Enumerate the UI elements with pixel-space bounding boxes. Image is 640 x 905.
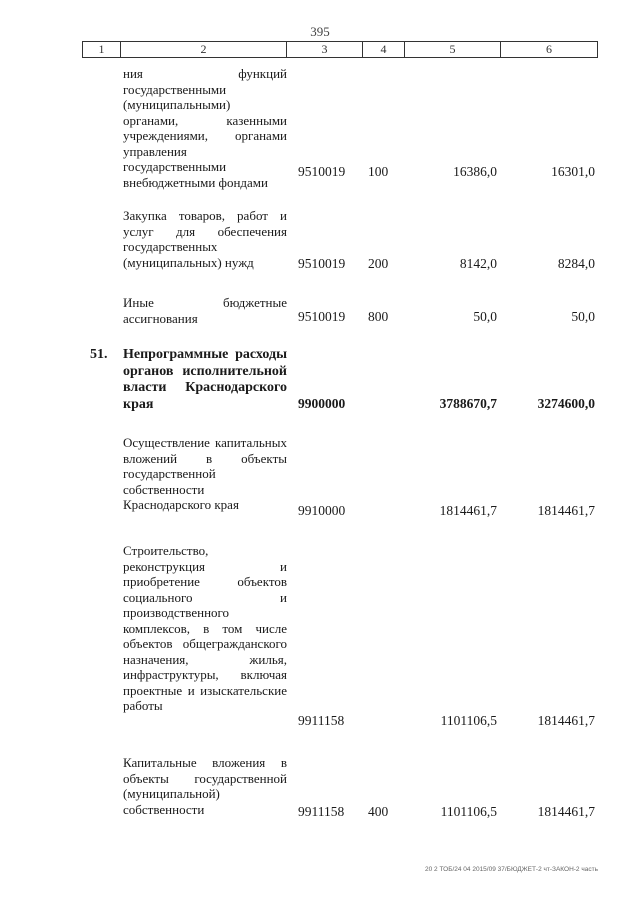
row-expense-type: 800 (368, 309, 389, 324)
footer-document-id: 20 2 ТОБ/24 04 2015/09 37/БЮДЖЕТ-2 чт-ЗАКОН-2 часть (425, 866, 598, 873)
row-description: Осуществление капитальных вложений в объекты государственной собственности Краснодарского края (123, 435, 287, 512)
row-target-code: 9510019 (298, 309, 346, 324)
row-amount-2015: 50,0 (473, 309, 497, 324)
column-header-2: 2 (121, 42, 287, 58)
page-number: 395 (310, 24, 330, 39)
row-amount-2015: 1101106,5 (440, 804, 497, 819)
column-header-row (83, 42, 598, 58)
row-description: ния функций государственными (муниципальными) органами, казенными учреждениями, органами управления государственными внебюджетными фондами (123, 66, 287, 190)
column-header-1: 1 (83, 42, 121, 58)
row-expense-type: 100 (368, 164, 389, 179)
column-header-5: 5 (405, 42, 501, 58)
row-amount-2016: 16301,0 (551, 164, 595, 179)
row-amount-2015: 16386,0 (453, 164, 497, 179)
row-amount-2016: 1814461,7 (537, 804, 595, 819)
row-description: Закупка товаров, работ и услуг для обеспечения государственных (муниципальных) нужд (123, 208, 287, 270)
row-target-code: 9911158 (298, 713, 345, 728)
row-description: Иные бюджетные ассигнования (123, 295, 287, 326)
row-expense-type: 400 (368, 804, 389, 819)
row-target-code: 9510019 (298, 164, 346, 179)
column-header-4: 4 (363, 42, 405, 58)
row-target-code: 9510019 (298, 256, 346, 271)
row-amount-2016: 3274600,0 (537, 396, 595, 411)
column-header-table (82, 41, 598, 58)
row-amount-2016: 8284,0 (557, 256, 595, 271)
row-description: Непрограммные расходы органов исполнительной власти Краснодарского края (123, 347, 287, 412)
row-amount-2016: 1814461,7 (537, 713, 595, 728)
row-target-code: 9911158 (298, 804, 345, 819)
row-amount-2015: 1814461,7 (439, 503, 497, 518)
row-description: Капитальные вложения в объекты государственной (муниципальной) собственности (123, 755, 287, 817)
row-amount-2015: 1101106,5 (440, 713, 497, 728)
row-amount-2016: 50,0 (571, 309, 595, 324)
row-amount-2016: 1814461,7 (537, 503, 595, 518)
row-description: Строительство, реконструкция и приобретение объектов социального и производственного комплексов, в том числе объектов общегражданского назначения, жилья, инфраструктуры, включая проектные и изыскательские работы (123, 543, 287, 713)
row-amount-2015: 8142,0 (459, 256, 497, 271)
row-expense-type: 200 (368, 256, 389, 271)
row-amount-2015: 3788670,7 (439, 396, 497, 411)
row-number: 51. (90, 347, 108, 362)
row-target-code: 9910000 (298, 503, 346, 518)
row-target-code: 9900000 (298, 396, 346, 411)
column-header-3: 3 (287, 42, 363, 58)
column-header-6: 6 (501, 42, 598, 58)
